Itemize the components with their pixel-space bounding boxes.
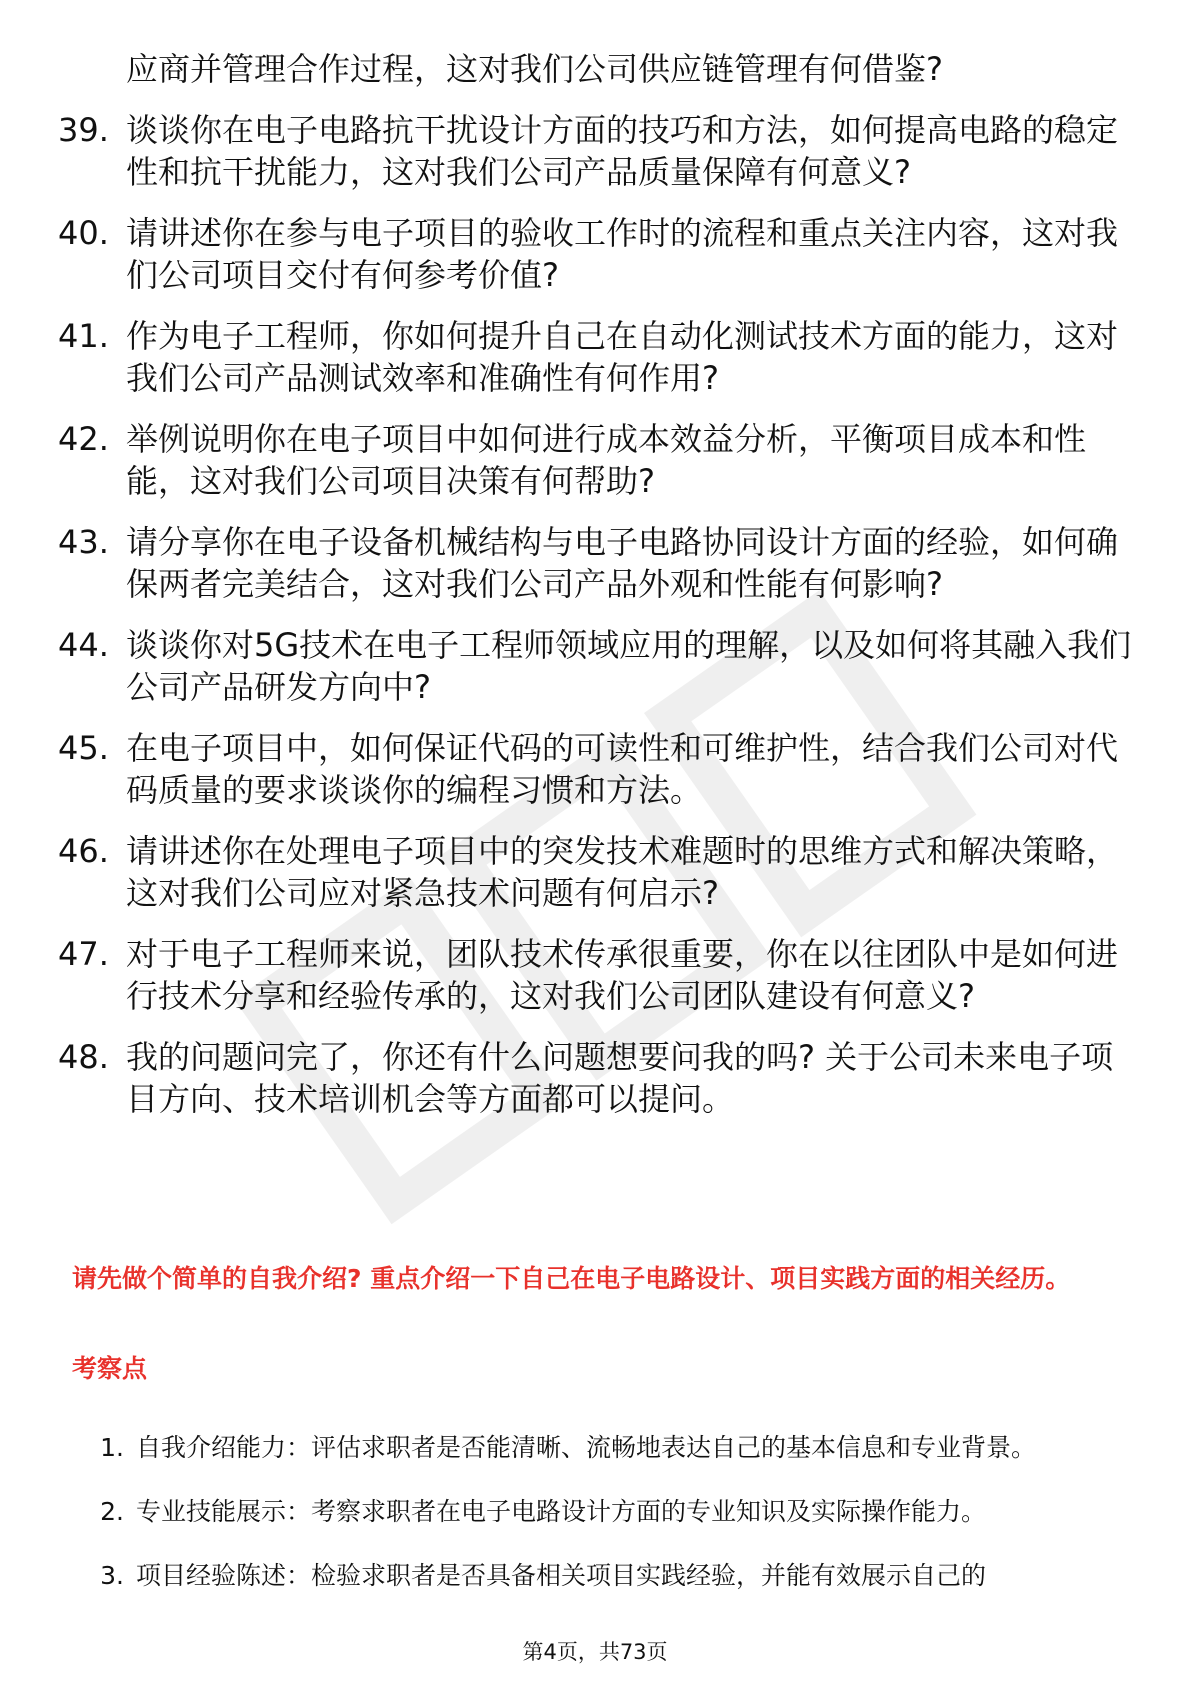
question-item <box>58 109 1138 193</box>
question-item <box>58 315 1138 399</box>
assessment-points <box>72 1420 1132 1612</box>
highlighted-question: 请先做个简单的自我介绍? 重点介绍一下自己在电子电路设计、项目实践方面的相关经历。 <box>72 1264 1071 1293</box>
point-number: 2. <box>100 1497 124 1526</box>
question-text: 请讲述你在处理电子项目中的突发技术难题时的思维方式和解决策略，这对我们公司应对紧急技术问题有何启示? <box>126 832 1119 912</box>
question-item <box>58 48 1138 90</box>
page-footer: 第4页，共73页 <box>522 1640 668 1664</box>
question-item <box>58 830 1138 914</box>
question-item <box>58 933 1138 1017</box>
section-title: 考察点 <box>72 1354 148 1383</box>
question-number: 46. <box>58 832 109 870</box>
question-text: 在电子项目中，如何保证代码的可读性和可维护性，结合我们公司对代码质量的要求谈谈你的编程习惯和方法。 <box>126 729 1119 809</box>
question-item <box>58 624 1138 708</box>
question-text: 举例说明你在电子项目中如何进行成本效益分析，平衡项目成本和性能，这对我们公司项目决策有何帮助? <box>126 420 1087 500</box>
list-item <box>72 1420 1132 1476</box>
question-text: 谈谈你对5G技术在电子工程师领域应用的理解，以及如何将其融入我们公司产品研发方向中? <box>126 626 1132 706</box>
question-number: 44. <box>58 626 109 664</box>
question-item <box>58 418 1138 502</box>
question-item <box>58 1036 1138 1120</box>
question-list <box>58 48 1138 1139</box>
question-number: 47. <box>58 935 109 973</box>
question-item <box>58 521 1138 605</box>
question-text: 作为电子工程师，你如何提升自己在自动化测试技术方面的能力，这对我们公司产品测试效率和准确性有何作用? <box>126 317 1119 397</box>
question-text: 对于电子工程师来说，团队技术传承很重要，你在以往团队中是如何进行技术分享和经验传承的，这对我们公司团队建设有何意义? <box>126 935 1119 1015</box>
point-number: 3. <box>100 1561 124 1590</box>
question-text: 谈谈你在电子电路抗干扰设计方面的技巧和方法，如何提高电路的稳定性和抗干扰能力，这对我们公司产品质量保障有何意义? <box>126 111 1119 191</box>
point-text: 项目经验陈述：检验求职者是否具备相关项目实践经验，并能有效展示自己的 <box>136 1561 987 1590</box>
question-text: 请讲述你在参与电子项目的验收工作时的流程和重点关注内容，这对我们公司项目交付有何参考价值? <box>126 214 1119 294</box>
list-item <box>72 1484 1132 1540</box>
point-text: 专业技能展示：考察求职者在电子电路设计方面的专业知识及实际操作能力。 <box>136 1497 987 1526</box>
question-text: 我的问题问完了，你还有什么问题想要问我的吗? 关于公司未来电子项目方向、技术培训机会等方面都可以提问。 <box>126 1038 1114 1118</box>
question-number: 40. <box>58 214 109 252</box>
question-item <box>58 727 1138 811</box>
question-text: 应商并管理合作过程，这对我们公司供应链管理有何借鉴? <box>126 50 943 88</box>
point-number: 1. <box>100 1433 124 1462</box>
question-number: 45. <box>58 729 109 767</box>
question-number: 42. <box>58 420 109 458</box>
question-number: 39. <box>58 111 109 149</box>
list-item <box>72 1548 1132 1604</box>
question-number: 41. <box>58 317 109 355</box>
question-number: 43. <box>58 523 109 561</box>
question-item <box>58 212 1138 296</box>
point-text: 自我介绍能力：评估求职者是否能清晰、流畅地表达自己的基本信息和专业背景。 <box>136 1433 1037 1462</box>
question-text: 请分享你在电子设备机械结构与电子电路协同设计方面的经验，如何确保两者完美结合，这对我们公司产品外观和性能有何影响? <box>126 523 1119 603</box>
question-number: 48. <box>58 1038 109 1076</box>
